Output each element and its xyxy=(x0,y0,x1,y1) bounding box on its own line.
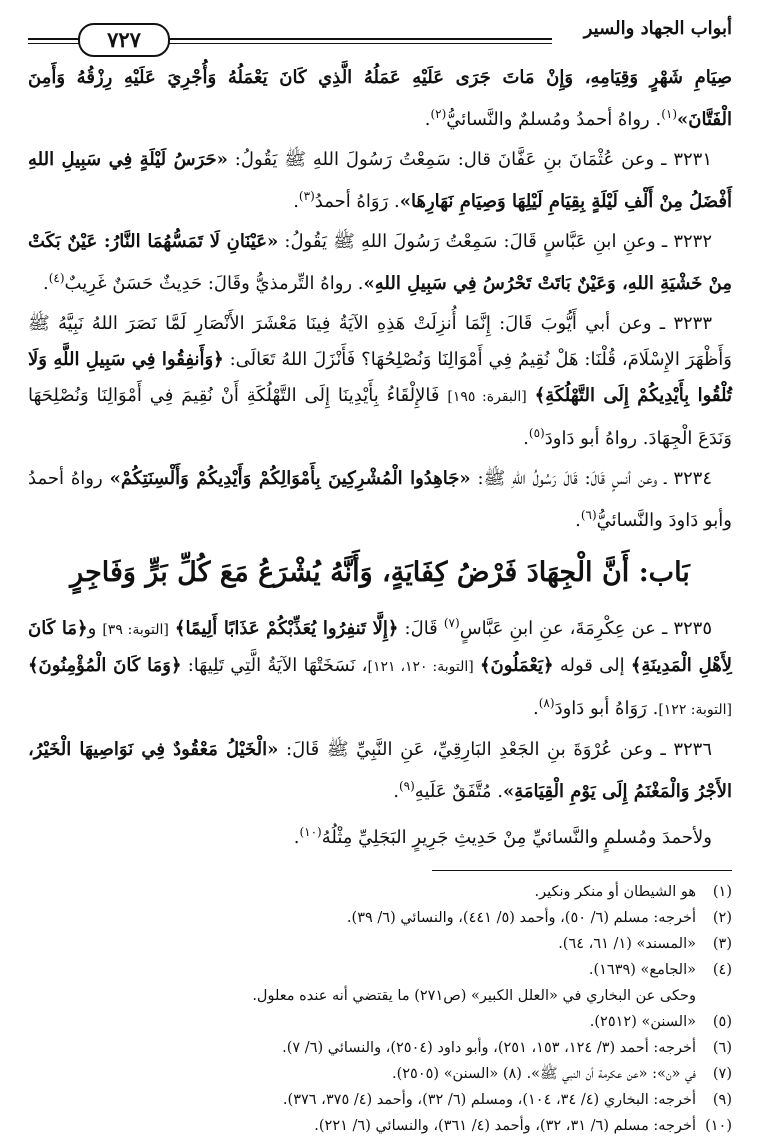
footnote-ref: (٧) xyxy=(443,616,460,630)
footnotes xyxy=(28,879,732,1139)
footnote xyxy=(28,879,732,905)
footnote-text: أخرجه: مسلم (٦/ ٣١، ٣٢)، وأحمد (٤/ ٣٦١)، والنسائي (٦/ ٢٢١). xyxy=(314,1118,696,1134)
hadith-text: «عَيْنَانِ لَا تَمَسُّهُمَا النَّارُ: عَيْنٌ بَكَتْ مِنْ خَشْيَةِ اللهِ، وَعَيْنٌ بَاتَتْ تَحْرُسُ فِي سَبِيلِ اللهِ» xyxy=(28,231,732,294)
footnote xyxy=(28,1009,732,1035)
footnote xyxy=(28,1061,732,1087)
footnote-ref: (٦) xyxy=(580,508,597,522)
footnote-number xyxy=(696,983,732,1009)
surah-reference: [التوبة: ١٢٢] xyxy=(658,702,732,718)
narration-source: . رواهُ التِّرمذيُّ وقَالَ: حَدِيثٌ حَسَنٌ غَرِيبٌ xyxy=(64,273,364,294)
footnote-ref: (٣) xyxy=(298,189,315,203)
footnote-separator xyxy=(432,870,732,871)
footnote-text: أخرجه: أحمد (٣/ ١٢٤، ١٥٣، ٢٥١)، وأبو داود (٢٥٠٤)، والنسائي (٦/ ٧). xyxy=(282,1040,696,1056)
hadith-3232: ٣٢٣٢ ـ وعنِ ابنِ عَبَّاسٍ قَالَ: سَمِعْتُ رَسُولَ اللهِ ﷺ يَقُولُ: «عَيْنَانِ لَا تَمَسُّهُمَا النَّارُ: عَيْنٌ بَكَتْ مِنْ خَشْيَةِ اللهِ، وَعَيْنٌ بَاتَتْ تَحْرُسُ فِي سَبِيلِ اللهِ». رواهُ التِّرمذيُّ وقَالَ: حَدِيثٌ حَسَنٌ غَرِيبٌ$^{(٤)}$. xyxy=(28,231,732,294)
footnote xyxy=(28,957,732,983)
hadith-continuation: فَالإِلْقَاءُ بِأَيْدِينَا إِلَى التَّهْلُكَةِ أَنْ نُقِيمَ فِي أَمْوَالِنَا وَنُصْلِحَهَا وَنَدَعَ الْجِهَادَ. رواهُ أبو دَاودَ xyxy=(28,385,732,449)
closing-line: ولأحمدَ ومُسلمٍ والنَّسائيِّ مِنْ حَدِيثِ جَرِيرٍ البَجَلِيِّ مِثْلُهُ$^{(١٠)}$. xyxy=(293,825,712,848)
footnote-ref: (٩) xyxy=(398,779,415,793)
hadith-3233: ٣٢٣٣ ـ وعن أبي أَيُّوبَ قَالَ: إِنَّمَا أُنزِلَتْ هَذِهِ الآيَةُ فِينَا مَعْشَرَ الأَنْصَارِ لَمَّا نَصَرَ اللهُ نَبِيَّهُ ﷺ وَأَظْهَرَ الإِسْلَامَ، قُلْنَا: هَلْ نُقِيمُ فِي أَمْوَالِنَا وَنُصْلِحُهَا؟ فَأَنْزَلَ اللهُ تَعَالَى: ﴿وَأَنفِقُوا فِي سَبِيلِ اللَّهِ وَلَا تُلْقُوا بِأَيْدِيكُمْ إِلَى التَّهْلُكَةِ﴾ [البقرة: ١٩٥] فَالإِلْقَاءُ بِأَيْدِينَا إِلَى التَّهْلُكَةِ أَنْ نُقِيمَ فِي أَمْوَالِنَا وَنُصْلِحَهَا وَنَدَعَ الْجِهَادَ. رواهُ أبو دَاودَ$^{(٥)}$. xyxy=(28,313,732,449)
footnote-text: أخرجه: البخاري (٤/ ٣٤، ١٠٤)، ومسلم (٦/ ٣٢)، وأحمد (٤/ ٣٧٥، ٣٧٦). xyxy=(282,1092,696,1108)
footnote-number: (١٠) xyxy=(705,1118,732,1134)
footnote-number: (٩) xyxy=(712,1092,732,1108)
hadith-3231: ٣٢٣١ ـ وعن عُثْمَانَ بنِ عَفَّانَ قال: سَمِعْتُ رَسُولَ اللهِ ﷺ يَقُولُ: «حَرَسُ لَيْلَةٍ فِي سَبِيلِ اللهِ أَفْضَلُ مِنْ أَلْفِ لَيْلَةٍ بِقِيَامِ لَيْلِهَا وَصِيَامِ نَهَارِهَا». رَوَاهُ أحمدُ$^{(٣)}$. xyxy=(28,149,732,212)
footnote-text: وحكى عن البخاري في «العلل الكبير» (ص٢٧١) ما يقتضي أنه عنده معلول. xyxy=(252,988,696,1004)
surah-reference: [التوبة: ٣٩] xyxy=(102,622,169,638)
footnote xyxy=(28,1113,732,1139)
book-page xyxy=(28,8,732,1134)
hadith-intro: ٣٢٣٢ ـ وعنِ ابنِ عَبَّاسٍ قَالَ: سَمِعْتُ رَسُولَ اللهِ ﷺ يَقُولُ: xyxy=(284,231,712,252)
footnote-ref: (٤) xyxy=(48,271,65,285)
running-title: أبواب الجهاد والسير xyxy=(583,18,732,39)
hadith-text: «الْخَيْلُ مَعْقُودٌ فِي نَوَاصِيهَا الْخَيْرُ، الأَجْرُ وَالْمَغْنَمُ إِلَى يَوْمِ الْقِيَامَةِ» xyxy=(28,739,732,802)
footnote xyxy=(28,905,732,931)
hadith-text: «جَاهِدُوا الْمُشْرِكِينَ بِأَمْوَالِكُمْ وَأَيْدِيكُمْ وَأَلْسِنَتِكُمْ» xyxy=(109,468,471,489)
hadith-3234: ٣٢٣٤ ـ وعن أنسٍ قَالَ: قَالَ رَسُولُ اللهِ ﷺ: «جَاهِدُوا الْمُشْرِكِينَ بِأَمْوَالِكُمْ وَأَيْدِيكُمْ وَأَلْسِنَتِكُمْ» رواهُ أحمدُ وأبو دَاودَ والنَّسائيُّ$^{(٦)}$. xyxy=(28,468,732,531)
hadith-text: «حَرَسُ لَيْلَةٍ فِي سَبِيلِ اللهِ أَفْضَلُ مِنْ أَلْفِ لَيْلَةٍ بِقِيَامِ لَيْلِهَا وَصِيَامِ نَهَارِهَا» xyxy=(28,149,732,212)
page-header xyxy=(28,8,732,60)
footnote-ref: (١) xyxy=(661,107,678,121)
hadith-intro: ٣٢٣٤ ـ وعن أنسٍ قَالَ: قَالَ رَسُولُ اللهِ ﷺ: xyxy=(477,468,712,489)
surah-reference: [التوبة: ١٢٠، ١٢١] xyxy=(367,659,474,675)
quran-verse: ﴿وَمَا كَانَ الْمُؤْمِنُونَ﴾ xyxy=(28,655,182,676)
footnote-number: (٢) xyxy=(712,910,732,926)
narration-source: . رَوَاهُ أبو دَاودَ xyxy=(554,698,659,719)
footnote-text: أخرجه: مسلم (٦/ ٥٠)، وأحمد (٥/ ٤٤١)، والنسائي (٦/ ٣٩). xyxy=(346,910,696,926)
footnote-ref: (١٠) xyxy=(299,825,322,839)
footnote-number: (٣) xyxy=(712,936,732,952)
footnote-ref: (٥) xyxy=(528,426,545,440)
footnote-text: هو الشيطان أو منكر ونكير. xyxy=(534,884,696,900)
footnote-number: (١) xyxy=(712,884,732,900)
surah-reference: [البقرة: ١٩٥] xyxy=(447,389,527,405)
narration-source: . مُتَّفَقٌ عَلَيهِ xyxy=(414,781,503,802)
footnote-text: «السنن» (٢٥١٢). xyxy=(589,1014,696,1030)
hadith-intro: ٣٢٣٣ ـ وعن أبي أَيُّوبَ قَالَ: إِنَّمَا أُنزِلَتْ هَذِهِ الآيَةُ فِينَا مَعْشَرَ الأَنْصَارِ لَمَّا نَصَرَ اللهُ نَبِيَّهُ ﷺ وَأَظْهَرَ الإِسْلَامَ، قُلْنَا: هَلْ نُقِيمُ فِي أَمْوَالِنَا وَنُصْلِحُهَا؟ فَأَنْزَلَ اللهُ تَعَالَى: xyxy=(28,313,732,370)
footnote xyxy=(28,931,732,957)
closing-text: ولأحمدَ ومُسلمٍ والنَّسائيِّ مِنْ حَدِيثِ جَرِيرٍ البَجَلِيِّ مِثْلُهُ xyxy=(321,827,712,848)
footnote-number: (٥) xyxy=(712,1014,732,1030)
footnote-text: في «ن»: «عن عكرمة أن النبي ﷺ». (٨) «السنن» (٢٥٠٥). xyxy=(391,1066,696,1082)
connector-text: قَالَ: xyxy=(398,618,444,639)
narration-source: . رواهُ أحمدُ ومُسلمٌ والنَّسائيُّ xyxy=(446,109,662,130)
connector-text: إلى قوله xyxy=(553,655,631,676)
footnote-number: (٤) xyxy=(712,962,732,978)
hadith-3235: ٣٢٣٥ ـ عن عِكْرِمَةَ، عنِ ابنِ عَبَّاسٍ$^{(٧)}$ قَالَ: ﴿إِلَّا تَنفِرُوا يُعَذِّبْكُمْ عَذَابًا أَلِيمًا﴾ [التوبة: ٣٩] و﴿مَا كَانَ لِأَهْلِ الْمَدِينَةِ﴾ إلى قوله ﴿يَعْمَلُونَ﴾ [التوبة: ١٢٠، ١٢١]، نَسَخَتْهَا الآيَةُ الَّتِي تَلِيهَا: ﴿وَمَا كَانَ الْمُؤْمِنُونَ﴾ [التوبة: ١٢٢]. رَوَاهُ أبو دَاودَ$^{(٨)}$. xyxy=(28,616,732,719)
hadith-intro: ٣٢٣٦ ـ وعن عُرْوَةَ بنِ الجَعْدِ البَارِقِيِّ، عَنِ النَّبِيِّ ﷺ قَالَ: xyxy=(286,739,712,760)
footnote-number: (٧) xyxy=(712,1066,732,1082)
footnote xyxy=(28,983,732,1009)
footnote-ref: (٢) xyxy=(430,107,447,121)
hadith-intro: ٣٢٣١ ـ وعن عُثْمَانَ بنِ عَفَّانَ قال: سَمِعْتُ رَسُولَ اللهِ ﷺ يَقُولُ: xyxy=(234,149,712,170)
connector-text: ، نَسَخَتْهَا الآيَةُ الَّتِي تَلِيهَا: xyxy=(181,655,368,676)
main-text xyxy=(28,60,732,856)
hadith-intro: ٣٢٣٥ ـ عن عِكْرِمَةَ، عنِ ابنِ عَبَّاسٍ xyxy=(459,618,712,639)
footnote xyxy=(28,1035,732,1061)
hadith-3236: ٣٢٣٦ ـ وعن عُرْوَةَ بنِ الجَعْدِ البَارِقِيِّ، عَنِ النَّبِيِّ ﷺ قَالَ: «الْخَيْلُ مَعْقُودٌ فِي نَوَاصِيهَا الْخَيْرُ، الأَجْرُ وَالْمَغْنَمُ إِلَى يَوْمِ الْقِيَامَةِ». مُتَّفَقٌ عَلَيهِ$^{(٩)}$. xyxy=(28,739,732,802)
footnote-number: (٦) xyxy=(712,1040,732,1056)
footnote xyxy=(28,1087,732,1113)
footnote-ref: (٨) xyxy=(538,696,555,710)
quran-verse: ﴿مَا كَانَ لِأَهْلِ الْمَدِينَةِ﴾ xyxy=(28,618,732,676)
quran-verse: ﴿وَأَنفِقُوا فِي سَبِيلِ اللَّهِ وَلَا تُلْقُوا بِأَيْدِيكُمْ إِلَى التَّهْلُكَةِ﴾ xyxy=(28,349,732,406)
footnote-text: «الجامع» (١٦٣٩). xyxy=(588,962,696,978)
narration-source: . رَوَاهُ أحمدُ xyxy=(314,191,400,212)
connector-text: و xyxy=(87,618,103,639)
quran-verse: ﴿يَعْمَلُونَ﴾ xyxy=(479,655,554,676)
quran-verse: ﴿إِلَّا تَنفِرُوا يُعَذِّبْكُمْ عَذَابًا أَلِيمًا﴾ xyxy=(174,618,399,639)
continuation-paragraph: صِيَامِ شَهْرٍ وَقِيَامِهِ، وَإِنْ مَاتَ جَرَى عَلَيْهِ عَمَلُهُ الَّذِي كَانَ يَعْمَلُهُ وَأُجْرِيَ عَلَيْهِ رِزْقُهُ وَأَمِنَ الْفَتَّانَ»$^{(١)}$. رواهُ أحمدُ ومُسلمٌ والنَّسائيُّ$^{(٢)}$. xyxy=(28,67,732,130)
page-number: ٧٢٧ xyxy=(78,23,170,57)
narration-source: رواهُ أحمدُ وأبو دَاودَ والنَّسائيُّ xyxy=(28,468,732,531)
footnote-text: «المسند» (١/ ٦١، ٦٤). xyxy=(558,936,696,952)
chapter-heading: بَاب: أَنَّ الْجِهَادَ فَرْضُ كِفَايَةٍ، وَأَنَّهُ يُشْرَعُ مَعَ كُلِّ بَرٍّ وَفَاجِرٍ xyxy=(70,557,690,588)
hadith-text: صِيَامِ شَهْرٍ وَقِيَامِهِ، وَإِنْ مَاتَ جَرَى عَلَيْهِ عَمَلُهُ الَّذِي كَانَ يَعْمَلُهُ وَأُجْرِيَ عَلَيْهِ رِزْقُهُ وَأَمِنَ الْفَتَّانَ» xyxy=(28,67,732,130)
